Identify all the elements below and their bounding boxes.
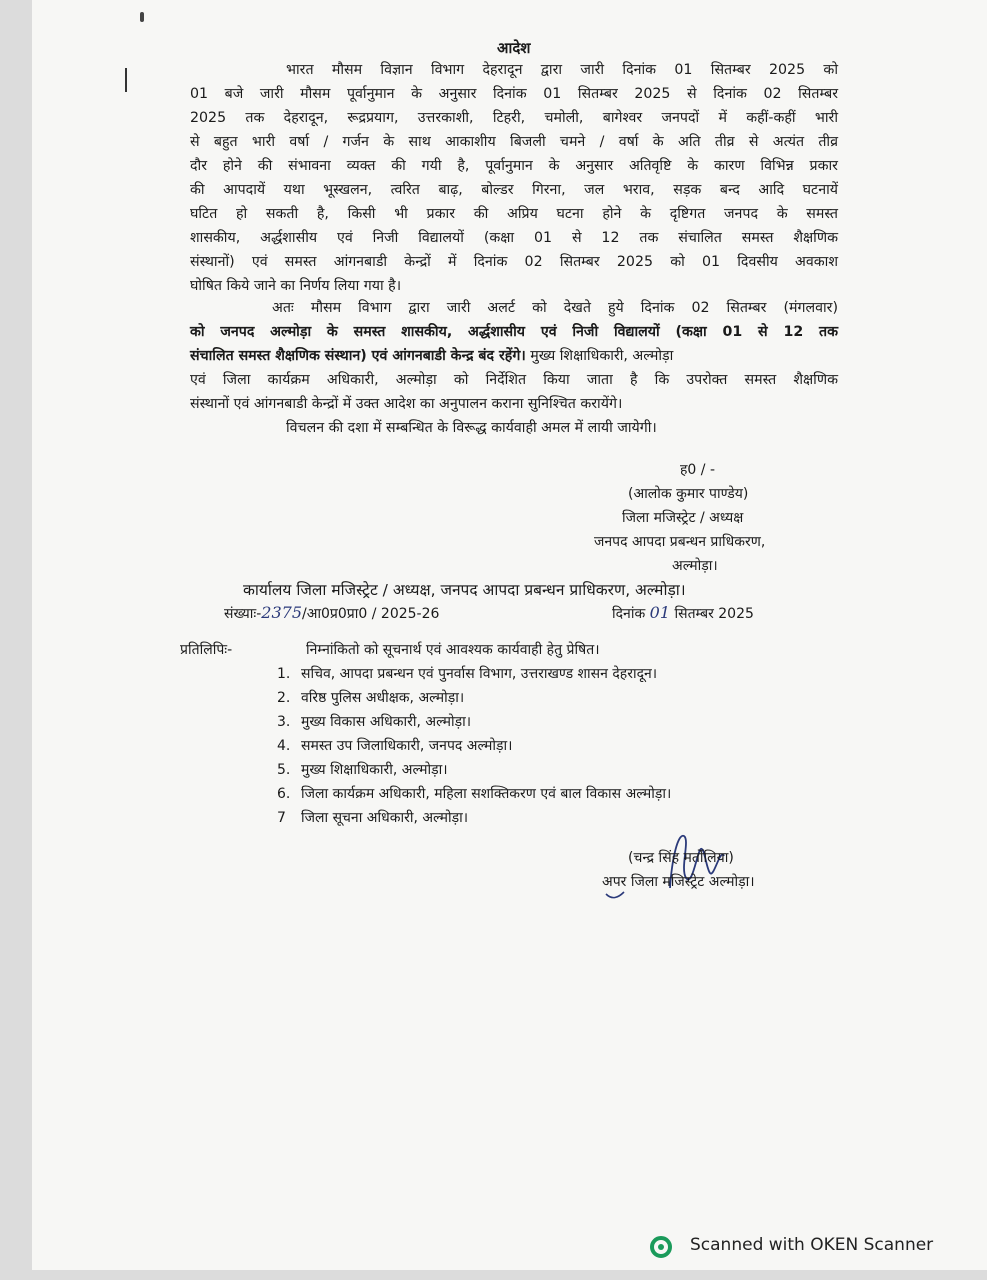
reference-number (224, 603, 439, 623)
date-suffix: सितम्बर 2025 (674, 606, 754, 622)
signed-mark: ह0 / - (680, 462, 716, 478)
list-number: 1. (277, 666, 291, 682)
order-line: भारत मौसम विज्ञान विभाग देहरादून द्वारा जारी दिनांक 01 सितम्बर 2025 को (286, 62, 838, 78)
list-text: समस्त उप जिलाधिकारी, जनपद अल्मोड़ा। (301, 738, 513, 754)
signatory-name: (आलोक कुमार पाण्डेय) (628, 486, 749, 502)
order-line-bold: को जनपद अल्मोड़ा के समस्त शासकीय, अर्द्धशासीय एवं निजी विद्यालयों (कक्षा 01 से 12 तक (190, 324, 838, 340)
copy-intro: निम्नांकितो को सूचनार्थ एवं आवश्यक कार्यवाही हेतु प्रेषित। (306, 642, 600, 658)
list-number: 4. (277, 738, 291, 754)
order-line: घोषित किये जाने का निर्णय लिया गया है। (190, 278, 402, 294)
order-line: विचलन की दशा में सम्बन्धित के विरूद्ध कार्यवाही अमल में लायी जायेगी। (286, 420, 657, 436)
order-text: मुख्य शिक्षाधिकारी, अल्मोड़ा (525, 348, 674, 364)
list-text: सचिव, आपदा प्रबन्धन एवं पुनर्वास विभाग, उत्तराखण्ड शासन देहरादून। (301, 666, 658, 682)
list-text: जिला सूचना अधिकारी, अल्मोड़ा। (301, 810, 469, 826)
list-number: 3. (277, 714, 291, 730)
handwritten-number: 2375 (261, 603, 302, 622)
handwritten-signature (600, 828, 750, 908)
scanner-watermark: Scanned with OKEN Scanner (690, 1235, 934, 1255)
order-line: एवं जिला कार्यक्रम अधिकारी, अल्मोड़ा को निर्देशित किया जाता है कि उपरोक्त समस्त शैक्षणिक (190, 372, 838, 388)
list-number: 5. (277, 762, 291, 778)
order-line: अतः मौसम विभाग द्वारा जारी अलर्ट को देखते हुये दिनांक 02 सितम्बर (मंगलवार) (272, 300, 838, 316)
list-text: जिला कार्यक्रम अधिकारी, महिला सशक्तिकरण एवं बाल विकास अल्मोड़ा। (301, 786, 672, 802)
date-label: दिनांक (612, 606, 646, 622)
list-item (277, 688, 464, 707)
list-item (277, 736, 512, 755)
list-item (277, 808, 468, 827)
list-text: मुख्य शिक्षाधिकारी, अल्मोड़ा। (301, 762, 448, 778)
signatory-place: अल्मोड़ा। (672, 558, 718, 574)
order-line: शासकीय, अर्द्धशासीय एवं निजी विद्यालयों (कक्षा 01 से 12 तक संचालित समस्त शैक्षणिक (190, 230, 838, 246)
signatory-designation: जिला मजिस्ट्रेट / अध्यक्ष (622, 510, 744, 526)
reference-date (612, 603, 754, 623)
order-line: 01 बजे जारी मौसम पूर्वानुमान के अनुसार दिनांक 01 सितम्बर 2025 से दिनांक 02 सितम्बर (190, 86, 838, 102)
scanner-logo-icon (650, 1236, 672, 1258)
list-number: 2. (277, 690, 291, 706)
signatory2-designation: अपर जिला मजिस्ट्रेट अल्मोड़ा। (602, 874, 755, 890)
handwritten-date: 01 (649, 603, 671, 622)
office-heading: कार्यालय जिला मजिस्ट्रेट / अध्यक्ष, जनपद आपदा प्रबन्धन प्राधिकरण, अल्मोड़ा। (243, 581, 686, 599)
list-item (277, 760, 448, 779)
list-number: 6. (277, 786, 291, 802)
order-line: 2025 तक देहरादून, रूद्रप्रयाग, उत्तरकाशी, टिहरी, चमोली, बागेश्वर जनपदों में कहीं-कहीं भारी (190, 110, 838, 126)
order-line: से बहुत भारी वर्षा / गर्जन के साथ आकाशीय बिजली चमने / वर्षा के अति तीव्र से अत्यंत तीव्र (190, 134, 838, 150)
list-item (277, 712, 471, 731)
number-suffix: /आ0प्र0प्रा0 / 2025-26 (302, 606, 440, 622)
list-number: 7 (277, 810, 286, 826)
list-item (277, 784, 671, 803)
copy-label: प्रतिलिपिः- (180, 642, 233, 658)
order-line (190, 346, 838, 365)
list-text: वरिष्ठ पुलिस अधीक्षक, अल्मोड़ा। (301, 690, 465, 706)
list-item (277, 664, 657, 683)
margin-line (125, 68, 127, 92)
order-line: घटित हो सकती है, किसी भी प्रकार की अप्रिय घटना होने के दृष्टिगत जनपद के समस्त (190, 206, 838, 222)
order-line: की आपदायें यथा भूस्खलन, त्वरित बाढ़, बोल्डर गिरना, जल भराव, सड़क बन्द आदि घटनायें (190, 182, 838, 198)
order-line: संस्थानों) एवं समस्त आंगनबाडी केन्द्रों में दिनांक 02 सितम्बर 2025 को 01 दिवसीय अवकाश (190, 254, 838, 270)
ink-mark (140, 12, 144, 22)
order-line: दौर होने की संभावना व्यक्त की गयी है, पूर्वानुमान के अनुसार अतिवृष्टि के कारण विभिन्न प्रकार (190, 158, 838, 174)
list-text: मुख्य विकास अधिकारी, अल्मोड़ा। (301, 714, 472, 730)
signatory-authority: जनपद आपदा प्रबन्धन प्राधिकरण, (594, 534, 766, 550)
number-label: संख्याः- (224, 606, 262, 622)
order-line: संस्थानों एवं आंगनबाडी केन्द्रों में उक्त आदेश का अनुपालन कराना सुनिश्चित करायेंगे। (190, 396, 623, 412)
signatory2-name: (चन्द्र सिंह मर्तोलिया) (628, 850, 734, 866)
order-title: आदेश (497, 39, 531, 57)
closure-statement: संचालित समस्त शैक्षणिक संस्थान) एवं आंगनबाडी केन्द्र बंद रहेंगे। (190, 348, 526, 364)
